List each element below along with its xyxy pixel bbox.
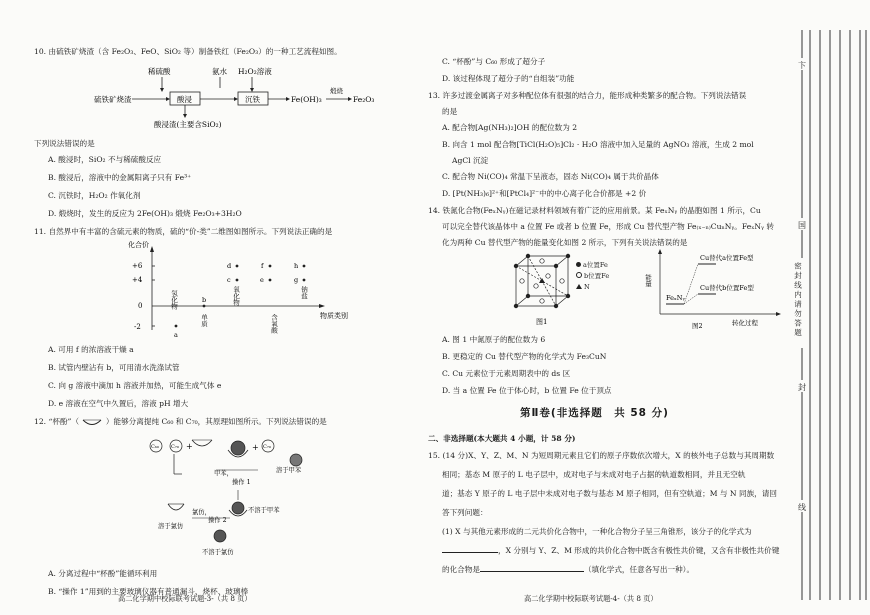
q12-stem-a: 12. “杯酚”（ — [34, 417, 80, 426]
q15-line-7 — [442, 564, 694, 575]
fig2-ylabel: 能量 — [644, 274, 652, 287]
q10-option-a: A. 酸浸时，SiO₂ 不与稀硫酸反应 — [48, 155, 162, 164]
calixarene-icon — [81, 417, 103, 427]
flow-mid: Fe(OH)₃ — [291, 95, 322, 104]
label-insoluble: 不溶于甲苯 — [248, 507, 280, 514]
q13-stem-1: 13. 许多过渡金属离子对多种配位体有很强的结合力，能形成种类繁多的配合物。下列说法错误 — [428, 91, 747, 100]
q14-option-d: D. 当 a 位置 Fe 位于体心时，b 位置 Fe 位于顶点 — [442, 386, 612, 395]
label-insoluble-chcl3: 不溶于氯仿 — [202, 549, 234, 556]
fig2-caption: 图2 — [692, 322, 703, 330]
q13-option-d: D. [Pt(NH₃)₆]²⁺和[PtCl₄]²⁻中的中心离子化合价都是 +2 价 — [442, 189, 647, 198]
q14-option-c: C. Cu 元素位于元素周期表中的 ds 区 — [442, 369, 571, 378]
label-chloroform: 氯仿， — [192, 509, 211, 516]
flow-r3: H₂O₂溶液 — [238, 67, 272, 76]
pt-a: a — [174, 331, 178, 339]
chart-xlabel: 物质类别 — [320, 312, 348, 320]
q12-stem — [34, 416, 327, 427]
q14-option-b: B. 更稳定的 Cu 替代型产物的化学式为 Fe₃CuN — [442, 352, 607, 361]
answer-blank-1[interactable] — [442, 552, 498, 553]
q13-option-b-1: B. 向含 1 mol 配合物[TiCl(H₂O)₅]Cl₂ · H₂O 溶液中加入足量的 AgNO₃ 溶液，生成 2 mol — [442, 140, 754, 149]
right-footer: 高二化学期中校际联考试题-4-（共 8 页） — [524, 594, 658, 603]
q12-option-d: D. 该过程体现了超分子的“自组装”功能 — [442, 74, 575, 83]
q11-option-d: D. e 溶液在空气中久置后，溶液 pH 增大 — [48, 399, 189, 408]
cat-oxyacid: 含氧酸 — [270, 314, 278, 334]
q12-option-b: B. “操作 1”用到的主要玻璃仪器有普通漏斗、烧杯、玻璃棒 — [48, 587, 249, 596]
fig1-caption: 图1 — [536, 318, 548, 326]
q11-stem: 11. 自然界中有丰富的含硫元素的物质，硫的“价-类”二维图如图所示。下列说法正确的是 — [34, 227, 333, 236]
q14-stem-2: 可以完全替代该晶体中 a 位置 Fe 或者 b 位置 Fe，形成 Cu 替代型产物 Fe₍ₓ₋ₙ₎CuₙNᵧ。FeₓNᵧ 转 — [442, 222, 774, 231]
chart-ylabel: 化合价 — [128, 241, 149, 249]
q14-stem-3: 化为两种 Cu 替代型产物的能量变化如图 2 所示，下列有关说法错误的是 — [442, 238, 688, 247]
legend-a: a位置Fe — [583, 261, 608, 269]
binding-mark-d: 封 — [798, 383, 806, 392]
label-op2: 操作 2 — [208, 517, 227, 524]
binding-notice: 密封线内请勿答题 — [793, 262, 803, 338]
legend-b: b位置Fe — [584, 272, 610, 280]
part-2-heading: 二、非选择题(本大题共 4 小题，计 58 分) — [428, 434, 576, 443]
tick-0: 0 — [138, 302, 143, 310]
flow-r2: 氨水 — [212, 67, 227, 76]
binding-mark-b: 国 — [798, 221, 806, 230]
label-op1: 操作 1 — [232, 479, 251, 486]
fig2-start: FeₓNᵧ — [666, 294, 685, 302]
pt-h: h — [294, 262, 299, 270]
q10-ask: 下列说法错误的是 — [34, 139, 95, 148]
q15-line-3: 道；基态 Y 原子的 L 电子层中未成对电子数与基态 M 原子相同，但有空轨道；M 与 N 同族，请回 — [442, 489, 777, 498]
tick-p4: +4 — [132, 276, 143, 284]
q12-stem-b: ）能够分离提纯 C₆₀ 和 C₇₀，其原理如图所示。下列说法错误的是 — [105, 417, 327, 426]
mol-c70: C₇₀ — [171, 444, 179, 450]
cat-oxide: 氧化物 — [232, 286, 240, 306]
flow-end: Fe₂O₃ — [353, 95, 375, 104]
svg-text:C₇₀: C₇₀ — [263, 444, 271, 450]
q13-option-c: C. 配合物 Ni(CO)₄ 常温下呈液态，固态 Ni(CO)₄ 属于共价晶体 — [442, 172, 659, 181]
legend-n: N — [584, 283, 590, 291]
pt-b: b — [202, 296, 207, 304]
cat-element: 单质 — [200, 314, 208, 327]
binding-mark-a: 卞 — [798, 61, 806, 70]
q12-option-a: A. 分离过程中“杯酚”能循环利用 — [48, 569, 158, 578]
cat-hydride: 氢化物 — [170, 290, 178, 310]
flow-r1: 稀硫酸 — [148, 67, 171, 76]
q14-option-a: A. 图 1 中氮原子的配位数为 6 — [442, 335, 546, 344]
q15-line-7-text: 的化合物是 — [442, 565, 480, 574]
fig2-xlabel: 转化过程 — [732, 319, 758, 327]
flow-waste: 酸浸渣(主要含SiO₂) — [154, 120, 222, 129]
fig2-top: Cu替代a位置Fe型 — [700, 254, 754, 262]
section-2-title: 第Ⅱ卷(非选择题 共 58 分) — [520, 407, 669, 419]
q11-option-c: C. 向 g 溶液中滴加 h 溶液并加热，可能生成气体 e — [48, 381, 222, 390]
flow-heat: 煅烧 — [330, 87, 343, 95]
q15-line-6-text: ，X 分别与 Y、Z、M 形成的共价化合物中既含有极性共价键，又含有非极性共价键 — [498, 546, 780, 555]
q14-energy-diagram — [644, 248, 788, 332]
pt-c: c — [227, 276, 231, 284]
q10-option-b: B. 酸浸后，溶液中的金属阳离子只有 Fe³⁺ — [48, 173, 192, 182]
q15-line-6 — [442, 545, 779, 556]
q13-option-b-2: AgCl 沉淀 — [452, 156, 489, 165]
q14-stem-1: 14. 铁氮化合物(FeₓNᵧ)在磁记录材料领域有着广泛的应用前景。某 FeₓNᵧ 的晶胞如图 1 所示，Cu — [428, 206, 761, 215]
q12-option-c: C. “杯酚”与 C₆₀ 形成了超分子 — [442, 57, 546, 66]
svg-text:+: + — [186, 442, 193, 451]
q11-valence-chart — [124, 238, 364, 338]
binding-strip — [793, 0, 870, 615]
q10-option-c: C. 沉铁时，H₂O₂ 作氧化剂 — [48, 191, 141, 200]
label-soluble-chcl3: 溶于氯仿 — [158, 523, 184, 530]
q11-option-b: B. 试管内壁沾有 b，可用清水洗涤试管 — [48, 363, 180, 372]
label-soluble-tol: 溶于甲苯 — [276, 467, 302, 474]
tick-p6: +6 — [132, 262, 143, 270]
flow-b2: 沉铁 — [245, 95, 260, 104]
fig1-legend — [576, 260, 609, 293]
q11-option-a: A. 可用 f 的浓溶液干燥 a — [48, 345, 134, 354]
q15-line-2: 相同；基态 M 原子的 L 电子层中，成对电子与未成对电子占据的轨道数相同，并且无空轨 — [442, 470, 746, 479]
q10-flowchart — [94, 64, 394, 134]
q12-separation-diagram — [146, 430, 376, 570]
cat-salt: 钠盐 — [300, 286, 308, 299]
q15-line-7-tail: （填化学式，任意各写出一种）。 — [583, 565, 695, 574]
pt-d: d — [227, 262, 232, 270]
left-footer: 高二化学期中校际联考试题-3-（共 8 页） — [118, 594, 252, 603]
label-toluene1: 甲苯， — [214, 470, 233, 477]
fig2-bottom: Cu替代b位置Fe型 — [700, 284, 754, 292]
q15-line-4: 答下列问题： — [442, 508, 488, 517]
flow-start: 硫铁矿烧渣 — [94, 95, 132, 104]
pt-g: g — [294, 276, 299, 284]
svg-text:+: + — [252, 443, 259, 452]
q10-stem: 10. 由硫铁矿烧渣（含 Fe₂O₃、FeO、SiO₂ 等）制备铁红（Fe₂O₃）的一种工艺流程如图。 — [34, 47, 342, 56]
q13-stem-2: 的是 — [442, 107, 458, 116]
q10-option-d: D. 煅烧时，发生的反应为 2Fe(OH)₃ 煅烧 Fe₂O₃+3H₂O — [48, 209, 242, 218]
binding-mark-e: 线 — [798, 503, 806, 512]
answer-blank-2[interactable] — [480, 571, 584, 572]
flow-b1: 酸浸 — [177, 95, 192, 104]
pt-e: e — [260, 276, 264, 284]
pt-f: f — [261, 262, 264, 270]
mol-c60: C₆₀ — [151, 444, 159, 450]
q15-line-5: (1) X 与其他元素形成的二元共价化合物中，一种化合物分子呈三角锥形，该分子的化学式为 — [442, 527, 752, 536]
tick-m2: -2 — [134, 323, 141, 331]
q13-option-a: A. 配合物[Ag(NH₃)₂]OH 的配位数为 2 — [442, 123, 578, 132]
q15-line-1: 15. (14 分)X、Y、Z、M、N 为短周期元素且它们的原子序数依次增大，X 的核外电子总数与其周期数 — [428, 451, 775, 460]
